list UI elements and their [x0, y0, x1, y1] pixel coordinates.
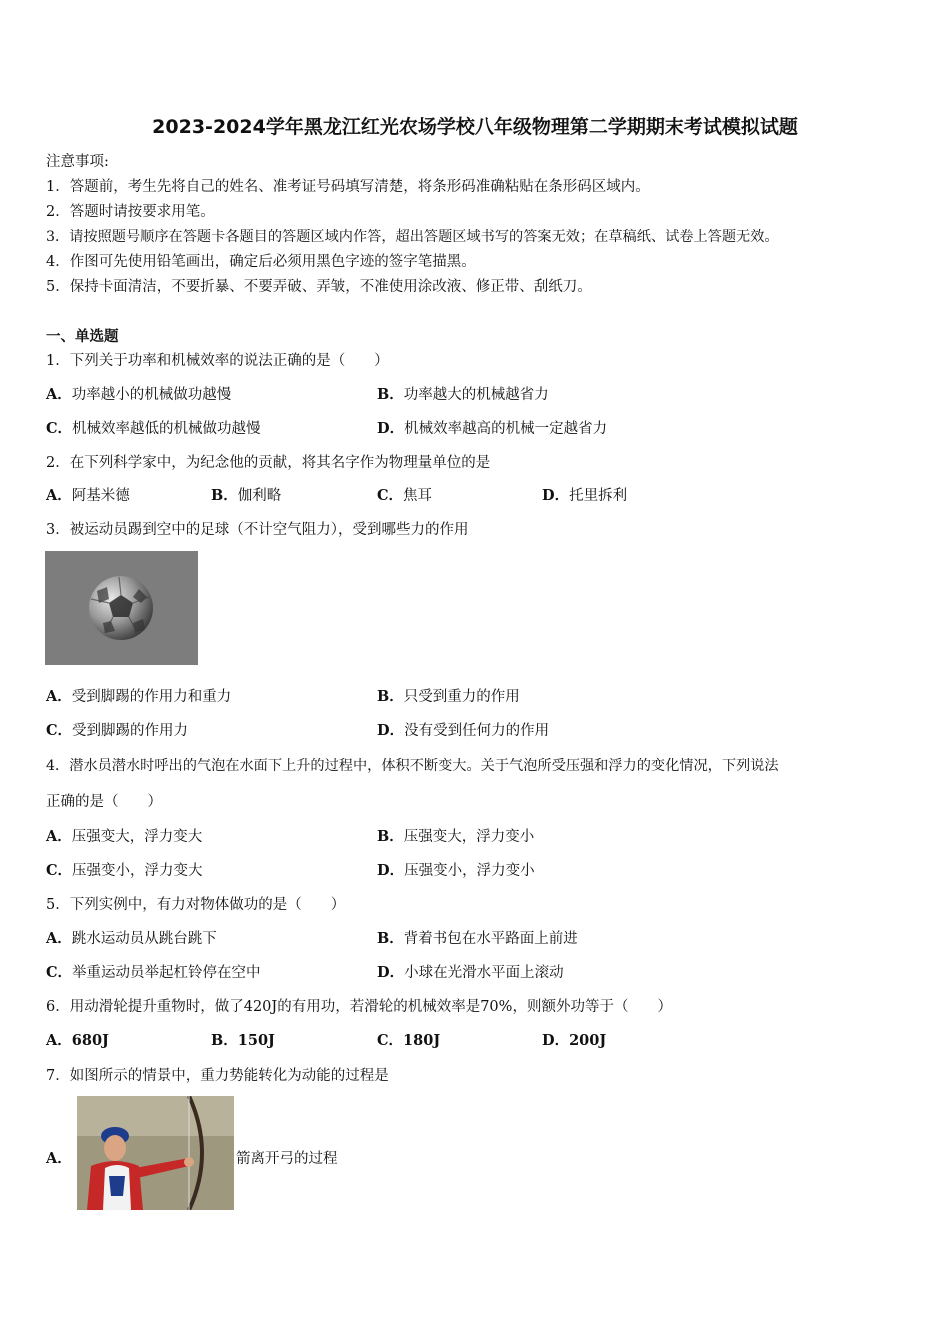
archer-icon [77, 1096, 234, 1210]
q6-option-a[interactable] [46, 1031, 109, 1051]
notice-item-4: 4．作图可先使用铅笔画出，确定后必须用黑色字迹的签字笔描黑。 [46, 254, 476, 270]
option-label: A． [46, 828, 72, 845]
q7-option-a-label[interactable] [46, 1149, 72, 1169]
option-text: 受到脚踢的作用力 [72, 723, 189, 739]
option-text: 功率越小的机械做功越慢 [71, 387, 232, 403]
q4-option-d[interactable] [377, 861, 535, 881]
question-3-stem: 3．被运动员踢到空中的足球（不计空气阻力），受到哪些力的作用 [46, 522, 469, 538]
q5-option-c[interactable] [46, 963, 261, 983]
option-text: 焦耳 [403, 488, 433, 504]
q3-option-a[interactable] [46, 687, 231, 707]
option-label: B． [377, 930, 404, 947]
question-4-stem: 4．潜水员潜水时呼出的气泡在水面下上升的过程中，体积不断变大。关于气泡所受压强和浮力的变化情况，下列说法 [46, 758, 779, 774]
exam-title: 2023-2024学年黑龙江红光农场学校八年级物理第二学期期末考试模拟试题 [152, 116, 798, 138]
section-heading: 一、单选题 [46, 328, 119, 345]
question-7-stem: 7．如图所示的情景中，重力势能转化为动能的过程是 [46, 1068, 389, 1084]
notice-item-1: 1．答题前，考生先将自己的姓名、准考证号码填写清楚，将条形码准确粘贴在条形码区域内。 [46, 179, 650, 195]
question-2-stem: 2．在下列科学家中，为纪念他的贡献，将其名字作为物理量单位的是 [46, 455, 491, 471]
q6-option-c[interactable] [377, 1031, 440, 1051]
soccer-ball-icon [45, 551, 198, 665]
option-text: 压强变大，浮力变小 [403, 829, 535, 845]
question-6-stem: 6．用动滑轮提升重物时，做了420J的有用功，若滑轮的机械效率是70%，则额外功等于（ ） [46, 999, 672, 1015]
option-text: 背着书包在水平路面上前进 [403, 931, 578, 947]
q1-option-c[interactable] [46, 419, 261, 439]
q1-option-a[interactable] [46, 385, 231, 405]
option-text: 举重运动员举起杠铃停在空中 [72, 965, 261, 981]
question-5-stem: 5．下列实例中，有力对物体做功的是（ ） [46, 897, 346, 913]
q4-option-a[interactable] [46, 827, 202, 847]
option-text: 150J [237, 1032, 275, 1049]
option-label: A． [46, 688, 72, 705]
option-label: B． [211, 1032, 238, 1049]
notice-item-3: 3．请按照题号顺序在答题卡各题目的答题区域内作答，超出答题区域书写的答案无效；在草稿纸、试卷上答题无效。 [46, 229, 779, 245]
q7-option-a-text[interactable] [236, 1149, 338, 1169]
option-text: 托里拆利 [569, 488, 628, 504]
q6-option-b[interactable] [211, 1031, 275, 1051]
option-label: A． [46, 930, 72, 947]
option-label: C． [46, 964, 73, 981]
q1-option-b[interactable] [377, 385, 549, 405]
option-text: 受到脚踢的作用力和重力 [71, 689, 232, 705]
option-text: 压强变小，浮力变小 [404, 863, 535, 879]
option-text: 伽利略 [237, 488, 282, 504]
notice-item-2: 2．答题时请按要求用笔。 [46, 204, 215, 220]
notice-heading: 注意事项: [46, 154, 109, 170]
option-label: B． [377, 386, 404, 403]
option-label: D． [542, 1032, 570, 1049]
q2-option-b[interactable] [211, 486, 281, 506]
q4-option-c[interactable] [46, 861, 203, 881]
option-label: C． [377, 487, 404, 504]
option-label: C． [46, 420, 73, 437]
notice-item-5: 5．保持卡面清洁，不要折暴、不要弄破、弄皱，不准使用涂改液、修正带、刮纸刀。 [46, 279, 592, 295]
option-label: B． [211, 487, 238, 504]
option-label: A． [46, 487, 72, 504]
option-text: 小球在光滑水平面上滚动 [404, 965, 564, 981]
q5-option-d[interactable] [377, 963, 564, 983]
question-4-stem-cont: 正确的是（ ） [46, 794, 162, 810]
option-label: D． [377, 862, 405, 879]
q4-option-b[interactable] [377, 827, 534, 847]
option-text: 没有受到任何力的作用 [404, 723, 550, 739]
option-label: B． [377, 688, 404, 705]
option-label: C． [377, 1032, 404, 1049]
soccer-ball-image [45, 551, 198, 665]
option-label: D． [377, 420, 405, 437]
option-label: C． [46, 862, 73, 879]
q1-option-d[interactable] [377, 419, 607, 439]
option-text: 机械效率越低的机械做功越慢 [72, 421, 261, 437]
option-text: 功率越大的机械越省力 [403, 387, 549, 403]
option-label: B． [377, 828, 404, 845]
q3-option-d[interactable] [377, 721, 549, 741]
question-1-stem: 1．下列关于功率和机械效率的说法正确的是（ ） [46, 353, 389, 369]
q5-option-b[interactable] [377, 929, 578, 949]
option-text: 压强变小，浮力变大 [72, 863, 203, 879]
q2-option-d[interactable] [542, 486, 627, 506]
option-text: 压强变大，浮力变大 [71, 829, 203, 845]
q2-option-a[interactable] [46, 486, 130, 506]
q6-option-d[interactable] [542, 1031, 606, 1051]
option-text: 只受到重力的作用 [403, 689, 520, 705]
option-label: D． [542, 487, 570, 504]
q2-option-c[interactable] [377, 486, 432, 506]
option-label: A． [46, 386, 72, 403]
option-text: 跳水运动员从跳台跳下 [71, 931, 217, 947]
option-text: 200J [569, 1032, 607, 1049]
option-text: 180J [403, 1032, 441, 1049]
q3-option-c[interactable] [46, 721, 188, 741]
option-label: D． [377, 722, 405, 739]
archer-image [77, 1096, 234, 1210]
option-label: C． [46, 722, 73, 739]
q5-option-a[interactable] [46, 929, 217, 949]
option-text: 机械效率越高的机械一定越省力 [404, 421, 608, 437]
option-text: 阿基米德 [71, 488, 130, 504]
option-label: A． [46, 1150, 72, 1167]
option-label: A． [46, 1032, 72, 1049]
option-text: 680J [71, 1032, 109, 1049]
q3-option-b[interactable] [377, 687, 520, 707]
option-label: D． [377, 964, 405, 981]
option-text: 箭离开弓的过程 [236, 1151, 338, 1167]
